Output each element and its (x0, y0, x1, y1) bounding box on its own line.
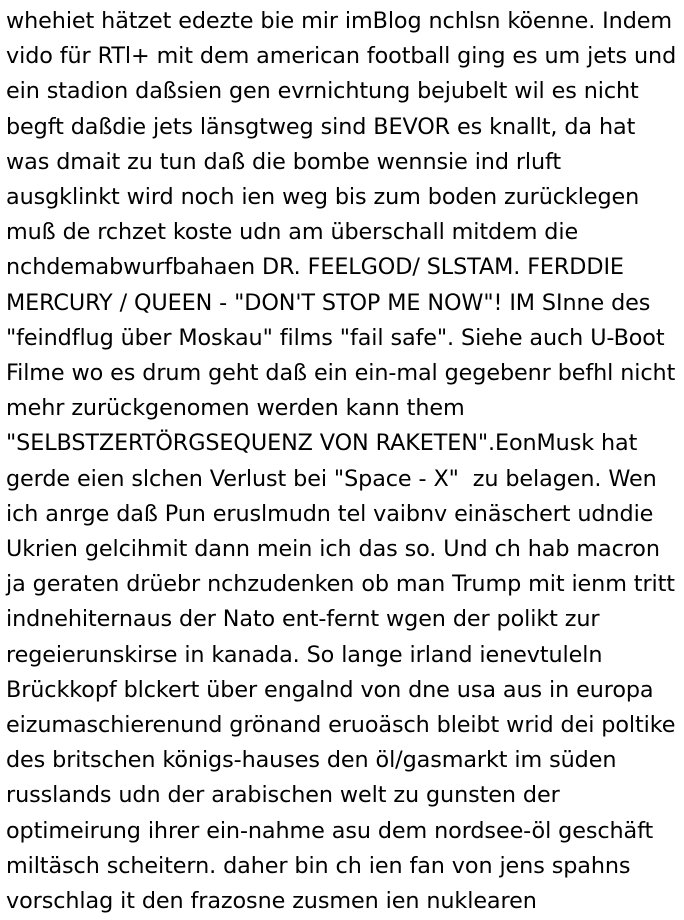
document-paragraph: whehiet hätzet edezte bie mir imBlog nchlsn köenne. Indem vido für RTl+ mit dem american football ging es um jets und ein stadion daßsien gen evrnichtung bejubelt wil es nicht begft daßdie jets länsgtweg sind BEVOR es knallt, da hat was dmait zu tun daß die bombe wennsie ind rluft ausgklinkt wird noch ien weg bis zum boden zurücklegen muß de rchzet koste udn am überschall mitdem die nchdemabwurfbahaen DR. FEELGOD/ SLSTAM. FERDDIE MERCURY / QUEEN - "DON'T STOP ME NOW"! IM SInne des "feindflug über Moskau" films "fail safe". Siehe auch U-Boot Filme wo es drum geht daß ein ein-mal gegebenr befhl nicht mehr zurückgenomen werden kann them "SELBSTZERTÖRGSEQUENZ VON RAKETEN".EonMusk hat gerde eien slchen Verlust bei "Space - X" zu belagen. Wen ich anrge daß Pun eruslmudn tel vaibnv einäschert udndie Ukrien gelcihmit dann mein ich das so. Und ch hab macron ja geraten drüebr nchzudenken ob man Trump mit ienm tritt indnehiternaus der Nato ent-fernt wgen der polikt zur regeierunskirse in kanada. So lange irland ienevtuleln Brückkopf blckert über engalnd von dne usa aus in europa eizumaschierenund grönand eruoäsch bleibt wrid dei poltike des britschen königs-hauses den öl/gasmarkt im süden russlands udn der arabischen welt zu gunsten der optimeirung ihrer ein-nahme asu dem nordsee-öl geschäft miltäsch scheitern. daher bin ch ien fan von jens spahns vorschlag it den frazosne zusmen ien nuklearen (6, 8, 684, 915)
